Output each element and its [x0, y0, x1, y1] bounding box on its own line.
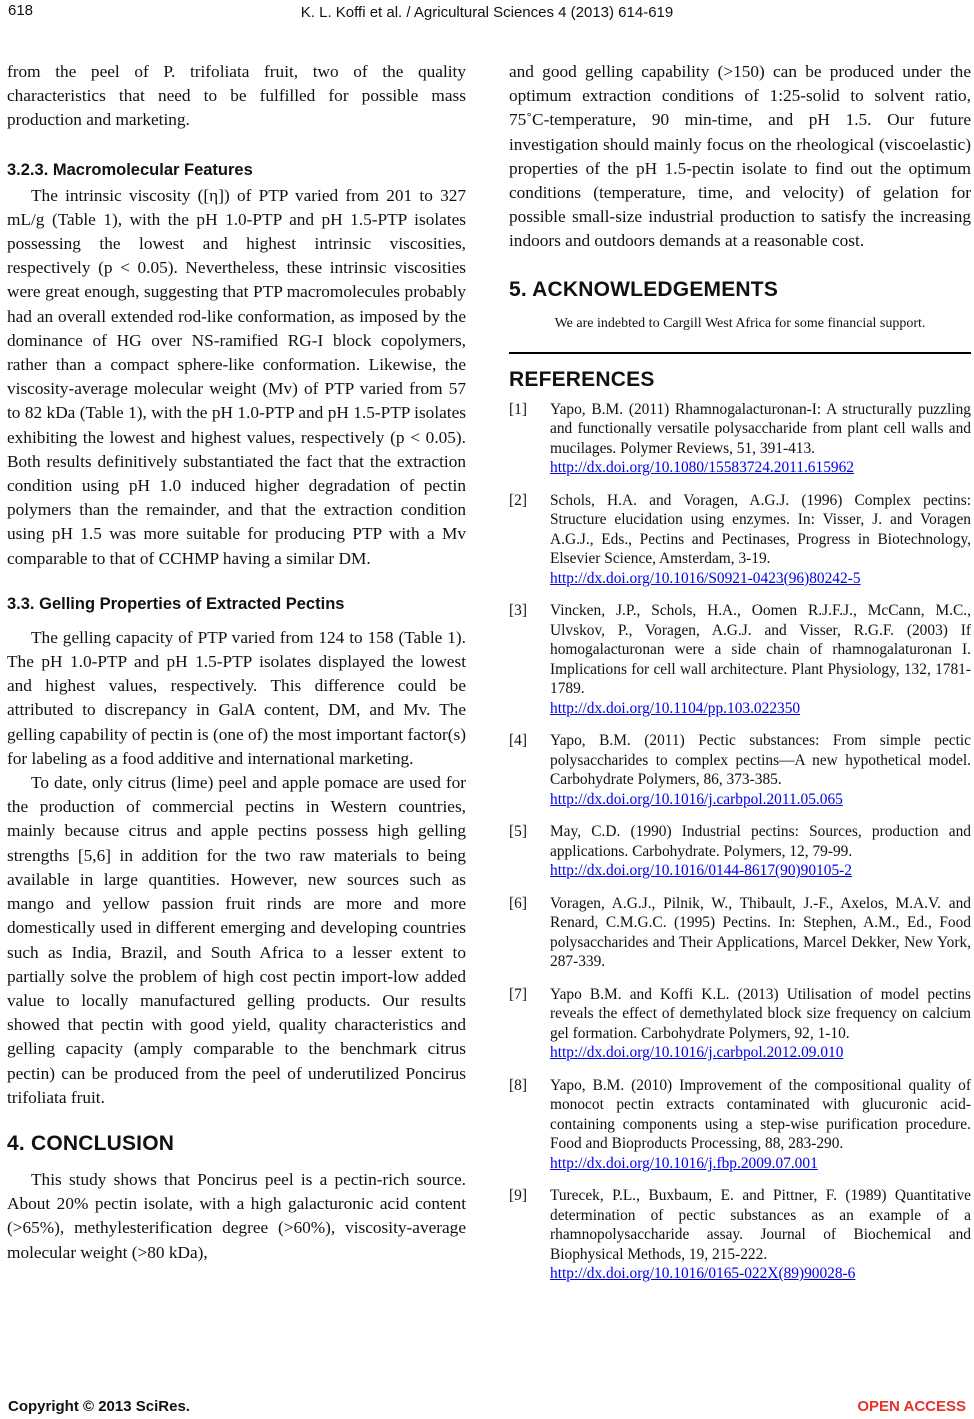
reference-text: [550, 894, 971, 972]
doi-link[interactable]: http://dx.doi.org/10.1016/j.carbpol.2011.05.065: [550, 790, 843, 808]
doi-link[interactable]: http://dx.doi.org/10.1104/pp.103.022350: [550, 699, 801, 717]
reference-number: [3]: [509, 602, 527, 620]
right-column: [509, 60, 971, 1297]
reference-item: [509, 1076, 971, 1174]
reference-item: [509, 1186, 971, 1284]
open-access-label: OPEN ACCESS: [857, 1398, 966, 1415]
references-heading: REFERENCES: [509, 367, 655, 391]
reference-number: [5]: [509, 823, 527, 841]
reference-number: [2]: [509, 491, 527, 509]
acknowledgements-text: We are indebted to Cargill West Africa for some financial support.: [554, 315, 926, 331]
reference-citation: Yapo, B.M. (2010) Improvement of the compositional quality of monocot pectin extracts contaminated with glucuronic acid-containing components using a step-wise purification procedure. Food and Bioproducts Processing, 88, 283-290.: [550, 1076, 971, 1153]
reference-citation: Turecek, P.L., Buxbaum, E. and Pittner, F. (1989) Quantitative determination of pectic substances as an example of a rhamnopolysaccharide assay. Journal of Biochemical and Biophysical Methods, 19, 215-222.: [550, 1187, 971, 1263]
reference-item: [509, 601, 971, 718]
reference-item: [509, 491, 971, 589]
reference-text: [550, 731, 971, 809]
gelling-heading: 3.3. Gelling Properties of Extracted Pectins: [7, 594, 345, 613]
conclusion-heading: 4. CONCLUSION: [7, 1131, 175, 1155]
doi-link[interactable]: http://dx.doi.org/10.1016/S0921-0423(96)80242-5: [550, 569, 861, 587]
reference-citation: Yapo, B.M. (2011) Rhamnogalacturonan-I: A structurally puzzling and functionally versatile polysaccharide from plant cell walls and mucilages. Polymer Reviews, 51, 391-413.: [550, 400, 971, 457]
reference-text: [550, 601, 971, 718]
reference-item: [509, 985, 971, 1063]
reference-number: [9]: [509, 1187, 527, 1205]
intro-paragraph: from the peel of P. trifoliata fruit, two of the quality characteristics that need to be fulfilled for possible mass production and marketing.: [7, 62, 466, 130]
left-column: [7, 60, 466, 1265]
reference-citation: May, C.D. (1990) Industrial pectins: Sources, production and applications. Carbohydrate. Polymers, 12, 79-99.: [550, 823, 971, 860]
doi-link[interactable]: http://dx.doi.org/10.1016/0165-022X(89)90028-6: [550, 1265, 856, 1283]
reference-number: [7]: [509, 985, 527, 1003]
reference-item: [509, 822, 971, 881]
conclusion-paragraph: This study shows that Poncirus peel is a pectin-rich source. About 20% pectin isolate, with a high galacturonic acid content (>65%), methylesterification degree (>60%), viscosity-average molecular weight (>80 kDa),: [7, 1169, 466, 1262]
reference-text: [550, 822, 971, 881]
reference-citation: Schols, H.A. and Voragen, A.G.J. (1996) Complex pectins: Structure elucidation using enzymes. In: Visser, J. and Voragen A.G.J., Eds., Pectins and Pectinases, Progress in Biotechnology, Elsevier Science, Amsterdam, 3-19.: [550, 491, 971, 568]
conclusion-continued: and good gelling capability (>150) can be produced under the optimum extraction conditions of 1:25-solid to solvent ratio, 75˚C-temperature, 90 min-time, and pH 1.5. Our future investigation should mainly focus on the rheological (viscoelastic) properties of the pH 1.5-pectin isolate to find out the optimum conditions (temperature, time, and velocity) of gelation for possible small-size industrial production to satisfy the increasing indoors and outdoors demands at a reasonable cost.: [509, 62, 971, 251]
reference-text: [550, 1186, 971, 1284]
reference-citation: Vincken, J.P., Schols, H.A., Oomen R.J.F.J., McCann, M.C., Ulvskov, P., Voragen, A.G.J. and Visser, R.G.F. (2003) If homogalacturonan were a side chain of rhamnogalaturonan I. Implications for cell wall architecture. Plant Physiology, 132, 1781-1789.: [550, 602, 971, 698]
running-title: K. L. Koffi et al. / Agricultural Sciences 4 (2013) 614-619: [300, 4, 674, 21]
macromolecular-heading: 3.2.3. Macromolecular Features: [7, 160, 253, 179]
reference-text: [550, 491, 971, 589]
reference-text: [550, 985, 971, 1063]
reference-citation: Yapo B.M. and Koffi K.L. (2013) Utilisation of model pectins reveals the effect of demethylated block size frequency on calcium gel formation. Carbohydrate Polymers, 92, 1-10.: [550, 985, 971, 1042]
doi-link[interactable]: http://dx.doi.org/10.1016/j.carbpol.2012.09.010: [550, 1044, 844, 1062]
reference-number: [1]: [509, 400, 527, 418]
reference-number: [4]: [509, 732, 527, 750]
reference-number: [6]: [509, 894, 527, 912]
doi-link[interactable]: http://dx.doi.org/10.1016/j.fbp.2009.07.001: [550, 1154, 818, 1172]
page-number: 618: [8, 2, 34, 19]
doi-link[interactable]: http://dx.doi.org/10.1016/0144-8617(90)90105-2: [550, 862, 852, 880]
copyright-notice: Copyright © 2013 SciRes.: [8, 1398, 190, 1415]
gelling-paragraph-2: To date, only citrus (lime) peel and apple pomace are used for the production of commercial pectins in Western countries, mainly because citrus and apple pectins possess high gelling strengths [5,6] in addition for the two raw materials to being available in large quantities. However, new sources such as mango and yellow passion fruit rinds are more and more domestically used in different emerging and developing countries such as India, Brazil, and South Africa to a lesser extent to partially solve the problem of high cost pectin import-low added value to locally manufactured gelling products. Our results showed that pectin with good yield, quality characteristics and gelling capacity (amply comparable to the benchmark citrus pectin) can be produced from the peel of underutilized Poncirus trifoliata fruit.: [7, 773, 466, 1107]
reference-text: [550, 400, 971, 478]
macromolecular-paragraph: The intrinsic viscosity ([η]) of PTP varied from 201 to 327 mL/g (Table 1), with the pH 1.0-PTP and pH 1.5-PTP isolates possessing the lowest and highest intrinsic viscosities, respectively (p < 0.05). Nevertheless, these intrinsic viscosities were great enough, suggesting that PTP macromolecules probably had an overall extended rod-like conformation, as imposed by the dominance of HG over NS-ramified RG-I block copolymers, rather than a compact sphere-like conformation. Likewise, the viscosity-average molecular weight (Mv) of PTP varied from 57 to 82 kDa (Table 1), with the pH 1.0-PTP and pH 1.5-PTP isolates exhibiting the lowest and highest values, respectively (p < 0.05). Both results definitively substantiated the fact that the extraction condition using pH 1.0 induced higher degradation of pectin polymers than the remainder, and that the extraction condition using pH 1.5 was more suitable for producing PTP with a Mv comparable to that of CCHMP having a similar DM.: [7, 185, 466, 568]
reference-item: [509, 731, 971, 809]
reference-number: [8]: [509, 1076, 527, 1094]
acknowledgements-heading: 5. ACKNOWLEDGEMENTS: [509, 277, 779, 301]
reference-item: [509, 894, 971, 972]
gelling-paragraph-1: The gelling capacity of PTP varied from 124 to 158 (Table 1). The pH 1.0-PTP and pH 1.5-PTP isolates displayed the lowest and highest values, respectively. This difference could be attributed to discrepancy in GalA content, DM, and Mv. The gelling capability of pectin is (one of) the most important factor(s) for labeling as a food additive and international marketing.: [7, 627, 466, 768]
reference-citation: Yapo, B.M. (2011) Pectic substances: From simple pectic polysaccharides to complex pectins—A new hypothetical model. Carbohydrate Polymers, 86, 373-385.: [550, 732, 971, 789]
doi-link[interactable]: http://dx.doi.org/10.1080/15583724.2011.615962: [550, 459, 854, 477]
reference-list: [509, 400, 971, 1284]
reference-item: [509, 400, 971, 478]
reference-citation: Voragen, A.G.J., Pilnik, W., Thibault, J.-F., Axelos, M.A.V. and Renard, C.M.G.C. (1995) Pectins. In: Stephen, A.M., Ed., Food polysaccharides and Their Applications, Marcel Dekker, New York, 287-339.: [550, 894, 971, 971]
reference-text: [550, 1076, 971, 1174]
